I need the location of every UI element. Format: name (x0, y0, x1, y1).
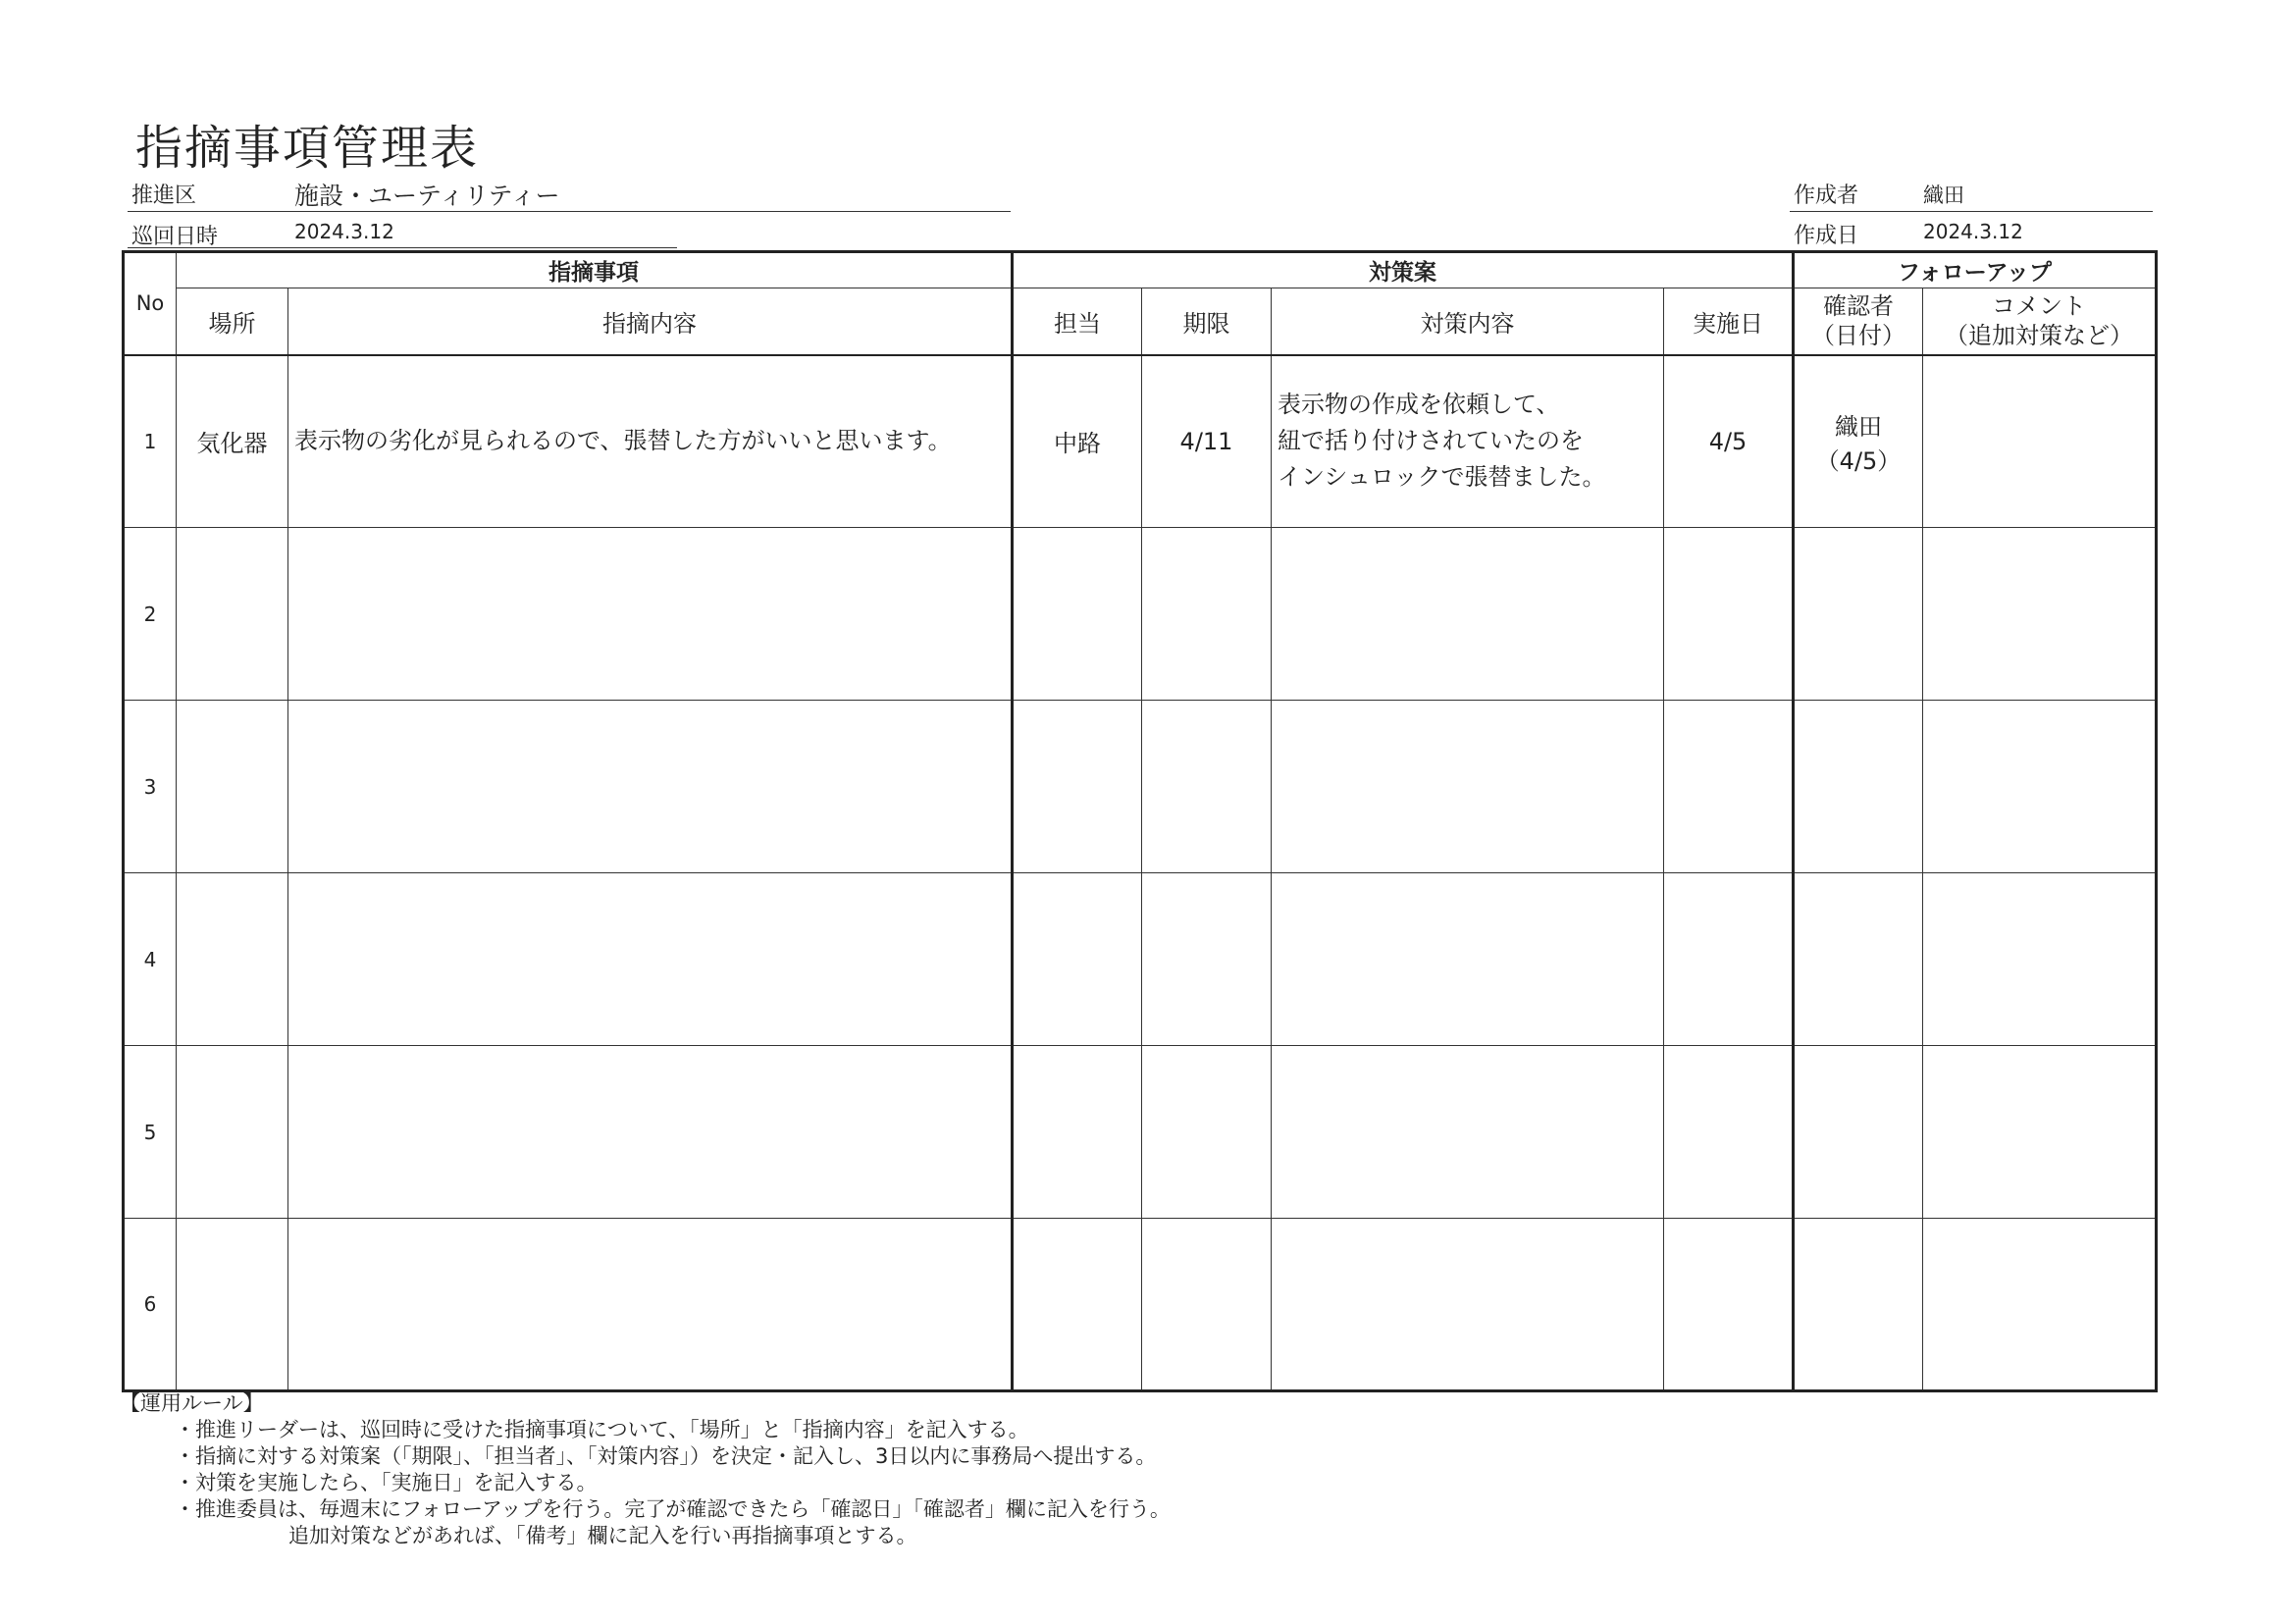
col-deadline-header: 期限 (1142, 288, 1272, 355)
col-implementation-date-header: 実施日 (1664, 288, 1794, 355)
comment-cell[interactable] (1923, 1219, 2157, 1391)
group-countermeasures-header: 対策案 (1013, 252, 1794, 288)
assignee-cell[interactable] (1013, 528, 1142, 701)
assignee-cell[interactable] (1013, 1219, 1142, 1391)
col-comment-header (1923, 288, 2157, 355)
promotion-area-value: 施設・ユーティリティー (294, 182, 560, 210)
col-countermeasure-header: 対策内容 (1272, 288, 1664, 355)
comment-cell[interactable] (1923, 1046, 2157, 1219)
finding-cell[interactable] (288, 873, 1013, 1046)
location-cell[interactable] (177, 1046, 288, 1219)
confirmer-cell[interactable] (1794, 873, 1923, 1046)
deadline-cell[interactable] (1142, 873, 1272, 1046)
deadline-cell[interactable] (1142, 701, 1272, 873)
deadline-cell[interactable]: 4/11 (1142, 355, 1272, 528)
countermeasure-line: 紐で括り付けされていたのを (1278, 427, 1584, 455)
author-label: 作成者 (1794, 183, 1859, 208)
group-findings-header: 指摘事項 (177, 252, 1013, 288)
location-cell[interactable] (177, 1219, 288, 1391)
confirmer-cell[interactable] (1794, 1219, 1923, 1391)
row-number: 3 (124, 701, 177, 873)
countermeasure-cell[interactable] (1272, 528, 1664, 701)
countermeasure-line: 表示物の作成を依頼して、 (1278, 390, 1560, 418)
implementation-date-cell[interactable] (1664, 528, 1794, 701)
countermeasure-cell[interactable] (1272, 701, 1664, 873)
countermeasure-cell[interactable] (1272, 1219, 1664, 1391)
col-confirmer-header (1794, 288, 1923, 355)
finding-cell[interactable]: 表示物の劣化が見られるので、張替した方がいいと思います。 (288, 355, 1013, 528)
location-cell[interactable] (177, 873, 288, 1046)
promotion-area-label: 推進区 (131, 183, 197, 208)
confirmer-name: 織田 (1835, 412, 1882, 441)
group-followup-header: フォローアップ (1794, 252, 2157, 288)
row-number: 6 (124, 1219, 177, 1391)
assignee-cell[interactable] (1013, 873, 1142, 1046)
document-title: 指摘事項管理表 (135, 121, 480, 176)
location-cell[interactable] (177, 528, 288, 701)
confirmer-cell[interactable] (1794, 355, 1923, 528)
comment-cell[interactable] (1923, 873, 2157, 1046)
comment-cell[interactable] (1923, 528, 2157, 701)
table-row (124, 355, 2157, 528)
finding-cell[interactable] (288, 701, 1013, 873)
created-date-label: 作成日 (1794, 224, 1859, 248)
rule-item: ・指摘に対する対策案（「期限」、「担当者」、「対策内容」）を決定・記入し、3日以内に事務局へ提出する。 (175, 1444, 1157, 1468)
header-column-row (124, 288, 2157, 355)
row-number: 5 (124, 1046, 177, 1219)
assignee-cell[interactable]: 中路 (1013, 355, 1142, 528)
patrol-date-value: 2024.3.12 (294, 220, 394, 243)
patrol-date-label: 巡回日時 (131, 225, 219, 249)
implementation-date-cell[interactable] (1664, 1219, 1794, 1391)
deadline-cell[interactable] (1142, 528, 1272, 701)
confirmer-header-line2: （日付） (1811, 322, 1905, 350)
comment-cell[interactable] (1923, 355, 2157, 528)
deadline-cell[interactable] (1142, 1046, 1272, 1219)
confirmer-cell[interactable] (1794, 701, 1923, 873)
col-finding-header: 指摘内容 (288, 288, 1013, 355)
implementation-date-cell[interactable] (1664, 1046, 1794, 1219)
assignee-cell[interactable] (1013, 701, 1142, 873)
col-no-header: No (124, 252, 177, 355)
patrol-date-underline (128, 247, 677, 248)
table-row (124, 873, 2157, 1046)
rule-item: ・推進リーダーは、巡回時に受けた指摘事項について、「場所」と「指摘内容」を記入する。 (175, 1418, 1029, 1441)
row-number: 2 (124, 528, 177, 701)
author-value: 織田 (1923, 183, 1964, 207)
table-row (124, 1219, 2157, 1391)
comment-header-line2: （追加対策など） (1945, 322, 2133, 350)
confirmer-date: （4/5） (1815, 446, 1902, 475)
deadline-cell[interactable] (1142, 1219, 1272, 1391)
table-row (124, 528, 2157, 701)
finding-cell[interactable] (288, 1046, 1013, 1219)
implementation-date-cell[interactable] (1664, 873, 1794, 1046)
created-date-value: 2024.3.12 (1923, 220, 2023, 243)
table-row (124, 1046, 2157, 1219)
header-group-row (124, 252, 2157, 288)
confirmer-header-line1: 確認者 (1823, 292, 1894, 321)
assignee-cell[interactable] (1013, 1046, 1142, 1219)
finding-cell[interactable] (288, 528, 1013, 701)
implementation-date-cell[interactable] (1664, 701, 1794, 873)
confirmer-cell[interactable] (1794, 528, 1923, 701)
promotion-area-underline (128, 211, 1011, 212)
comment-header-line1: コメント (1992, 292, 2086, 321)
row-number: 4 (124, 873, 177, 1046)
confirmer-cell[interactable] (1794, 1046, 1923, 1219)
rule-item: 追加対策などがあれば、「備考」欄に記入を行い再指摘事項とする。 (288, 1524, 917, 1547)
operating-rules (120, 1390, 1171, 1549)
finding-cell[interactable] (288, 1219, 1013, 1391)
countermeasure-cell[interactable] (1272, 873, 1664, 1046)
implementation-date-cell[interactable]: 4/5 (1664, 355, 1794, 528)
rule-item: ・対策を実施したら、「実施日」を記入する。 (175, 1471, 598, 1494)
countermeasure-cell[interactable] (1272, 355, 1664, 528)
table-row (124, 701, 2157, 873)
col-assignee-header: 担当 (1013, 288, 1142, 355)
comment-cell[interactable] (1923, 701, 2157, 873)
rule-item: ・推進委員は、毎週末にフォローアップを行う。完了が確認できたら「確認日」「確認者」欄に記入を行う。 (175, 1497, 1171, 1521)
countermeasure-line: インシュロックで張替ました。 (1278, 463, 1606, 492)
findings-management-table (122, 250, 2155, 1391)
row-number: 1 (124, 355, 177, 528)
countermeasure-cell[interactable] (1272, 1046, 1664, 1219)
location-cell[interactable]: 気化器 (177, 355, 288, 528)
col-location-header: 場所 (177, 288, 288, 355)
author-underline (1790, 211, 2153, 212)
rules-heading: 【運用ルール】 (120, 1391, 264, 1415)
location-cell[interactable] (177, 701, 288, 873)
